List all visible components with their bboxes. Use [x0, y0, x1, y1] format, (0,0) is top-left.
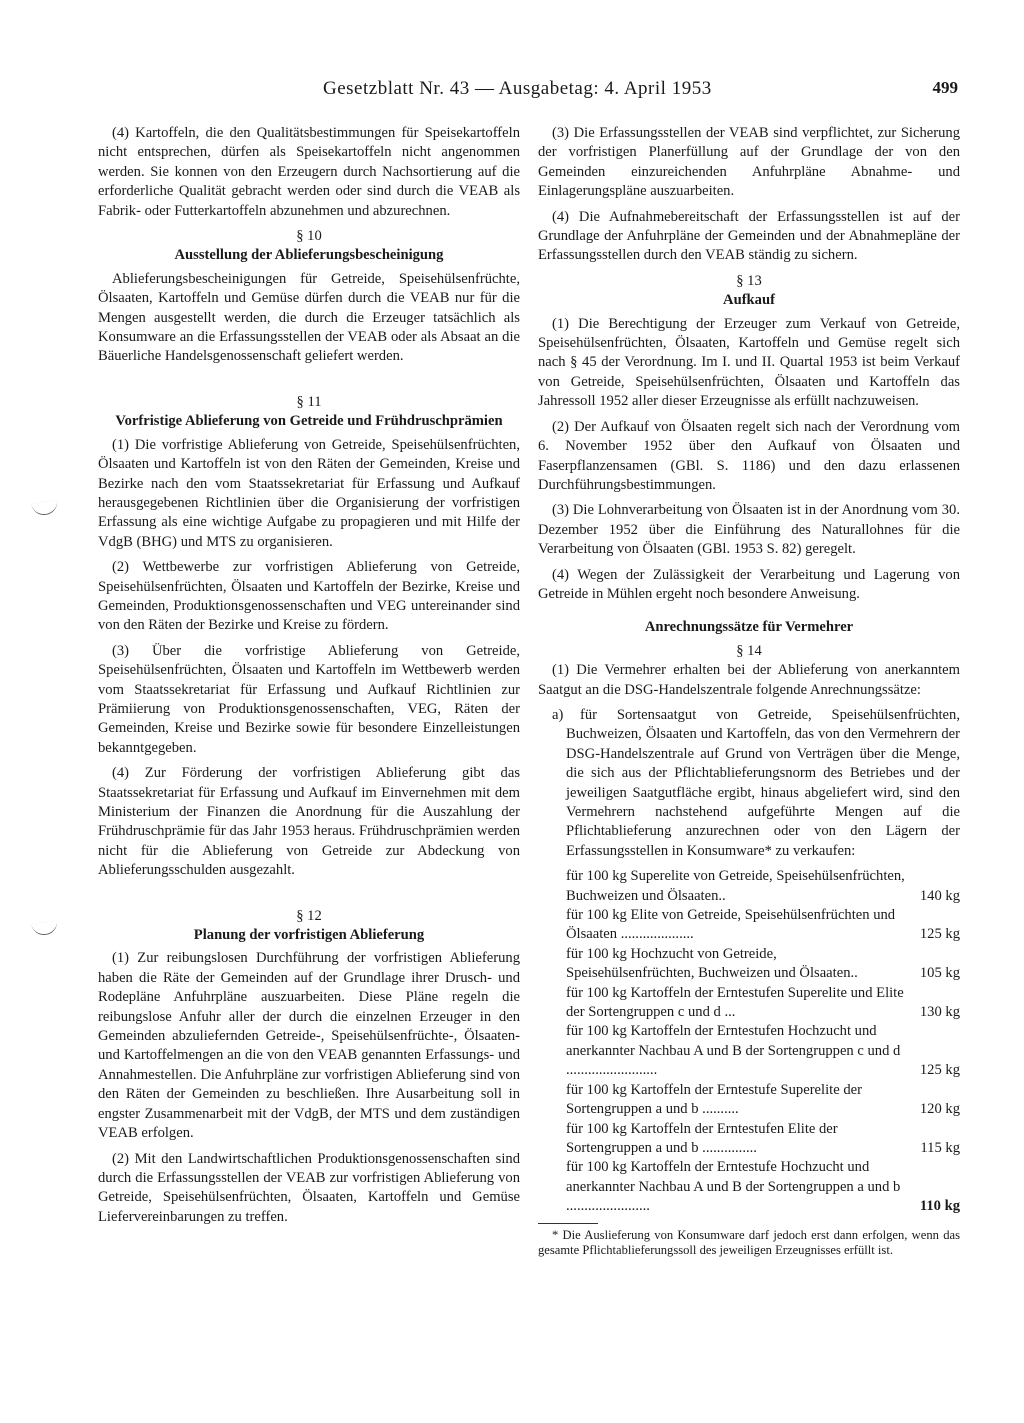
list-item-text: für Sortensaatgut von Getreide, Speisehülsenfrüchten, Buchweizen, Ölsaaten und Kartoffeln, das von den Vermehrern der DSG-Handelszentrale auf Grund von Verträgen über die Menge, die sich aus der Pflichtablieferungsnorm des Betriebes und der jeweiligen Saatgutfläche ergibt, hinaus abgeliefert wird, sind den Vermehrern nachstehend aufgeführte Mengen auf die Pflichtablieferung anzurechnen oder von den Lägern der Erfassungsstellen in Konsumware* zu verkaufen: — [566, 706, 960, 859]
paragraph: (2) Wettbewerbe zur vorfristigen Ablieferung von Getreide, Speisehülsenfrüchten, Ölsaaten und Kartoffeln der Bezirke, Kreise und Gemeinden, Produktionsgenossenschaften und VEG untereinander sind von den Räten der Bezirke und Kreise zu fördern. — [98, 559, 520, 634]
section-number: § 12 — [296, 907, 322, 924]
rate-text: für 100 kg Elite von Getreide, Speisehülsenfrüchten und Ölsaaten .................... — [566, 907, 896, 943]
rate-text: für 100 kg Kartoffeln der Erntestufen Superelite und Elite der Sortengruppen c und d ... — [566, 984, 904, 1021]
page-header — [0, 78, 1024, 108]
list-item-a — [538, 706, 960, 861]
section-heading: Vorfristige Ablieferung von Getreide und Frühdruschprämien — [115, 413, 503, 430]
rate-row — [566, 867, 960, 906]
paragraph: (3) Die Erfassungsstellen der VEAB sind verpflichtet, zur Sicherung der vorfristigen Planerfüllung auf der Grundlage der von den Gemeinden einzureichenden Anfuhrpläne Abnahme- und Einlagerungspläne auszuarbeiten. — [538, 125, 960, 200]
footnote-divider — [538, 1223, 598, 1224]
rates-list — [566, 867, 960, 1216]
paragraph: (4) Wegen der Zulässigkeit der Verarbeitung und Lagerung von Getreide in Mühlen ergeht noch besondere Anweisung. — [538, 566, 960, 602]
rate-value: 120 kg — [919, 1101, 960, 1118]
rate-text: für 100 kg Kartoffeln der Erntestufen Elite der Sortengruppen a und b ............... — [566, 1120, 838, 1156]
section-heading: Aufkauf — [723, 292, 775, 309]
section-heading: Ausstellung der Ablieferungsbescheinigung — [174, 247, 444, 264]
section-number: § 11 — [296, 393, 322, 410]
paragraph: Ablieferungsbescheinigungen für Getreide, Speisehülsenfrüchte, Ölsaaten, Kartoffeln und Gemüse dürfen durch die VEAB nur für die Mengen ausgestellt werden, die durch die Erzeuger tatsächlich als Konsumware an die Erfassungsstellen der VEAB oder als Absaat an die Bäuerliche Handelsgenossenschaft geliefert werden. — [98, 270, 520, 365]
paragraph: (4) Zur Förderung der vorfristigen Ablieferung gibt das Staatssekretariat für Erfassung und Aufkauf im Einvernehmen mit dem Ministerium der Finanzen die Anordnung für die Auszahlung der Frühdruschprämie für das Jahr 1953 heraus. Frühdruschprämien werden nicht für die Ablieferung von Getreide zur Abdeckung von Ablieferungsschulden ausgezahlt. — [98, 765, 520, 879]
section-number: § 10 — [296, 228, 322, 245]
rate-row — [566, 1158, 960, 1216]
rate-row — [566, 984, 960, 1023]
paragraph: (1) Zur reibungslosen Durchführung der vorfristigen Ablieferung haben die Räte der Gemeinden auf der Grundlage ihrer Drusch- und Rodepläne Anfuhrpläne auszuarbeiten. Diese Pläne regeln die reibungslose Anfuhr aller der durch die einzelnen Erzeuger in den Gemeinden abzuliefernden Getreide-, Speisehülsenfrüchte-, Ölsaaten- und Kartoffelmengen an die von den VEAB genannten Erfassungs- und Annahmestellen. Die Anfuhrpläne zur vorfristigen Ablieferung sind von den Räten der Gemeinden zu beschließen. Ihre Ausarbeitung soll in engster Zusammenarbeit mit der VdgB, der MTS und dem zuständigen VEAB erfolgen. — [98, 950, 520, 1142]
rate-row — [566, 1022, 960, 1080]
rate-value: 115 kg — [920, 1139, 960, 1156]
rate-value: 125 kg — [919, 1062, 960, 1079]
paragraph: (3) Die Lohnverarbeitung von Ölsaaten ist in der Anordnung vom 30. Dezember 1952 über die Einführung des Naturallohnes für die Verarbeitung von Ölsaaten (GBl. 1953 S. 82) geregelt. — [538, 502, 960, 558]
rate-value: 105 kg — [919, 965, 960, 982]
rate-text: für 100 kg Superelite von Getreide, Speisehülsenfrüchten, Buchweizen und Ölsaaten.. — [566, 868, 905, 904]
rate-text: für 100 kg Kartoffeln der Erntestufe Hochzucht und anerkannter Nachbau A und B der Sortengruppen a und b ....................... — [566, 1159, 901, 1215]
section-number: § 14 — [736, 642, 762, 659]
rate-value: 140 kg — [919, 887, 960, 904]
paragraph: (3) Über die vorfristige Ablieferung von Getreide, Speisehülsenfrüchten, Ölsaaten und Kartoffeln im Wettbewerb werden vom Staatssekretariat für Erfassung und Aufkauf Richtlinien zur Prämiierung von Produktionsgenossenschaften, VEG, Räten der Gemeinden, Kreise und Bezirke sowie für besondere Einzelleistungen bekanntgegeben. — [98, 642, 520, 756]
paragraph: (1) Die Vermehrer erhalten bei der Ablieferung von anerkanntem Saatgut an die DSG-Handelszentrale folgende Anrechnungssätze: — [538, 662, 960, 698]
section-number: § 13 — [736, 272, 762, 289]
margin-check-mark — [31, 500, 59, 516]
page-number: 499 — [932, 78, 958, 97]
rate-text: für 100 kg Kartoffeln der Erntestufen Hochzucht und anerkannter Nachbau A und B der Sortengruppen c und d ......................... — [566, 1023, 901, 1079]
list-item-label: a) — [552, 706, 564, 723]
rate-row — [566, 1081, 960, 1120]
left-column — [98, 124, 520, 1233]
section-heading: Anrechnungssätze für Vermehrer — [644, 619, 854, 636]
paragraph: (1) Die vorfristige Ablieferung von Getreide, Speisehülsenfrüchten, Ölsaaten und Kartoffeln ist von den Räten der Gemeinden, Kreise und Bezirke nach den vom Staatssekretariat für Erfassung und Aufkauf herausgegebenen Richtlinien über die Organisierung der vorfristigen Erfassung als eine wichtige Aufgabe zu propagieren und mit Hilfe der VdgB (BHG) und MTS zu organisieren. — [98, 436, 520, 550]
paragraph: (1) Die Berechtigung der Erzeuger zum Verkauf von Getreide, Speisehülsenfrüchten, Ölsaaten, Kartoffeln und Gemüse regelt sich nach § 45 der Verordnung. Im I. und II. Quartal 1953 ist beim Verkauf von Getreide, Speisehülsenfrüchten, Ölsaaten und Kartoffeln das Jahressoll 1952 aller dieser Erzeugnisse als erfüllt nachzuweisen. — [538, 315, 960, 410]
rate-row — [566, 906, 960, 945]
right-column — [538, 124, 960, 1264]
rate-row — [566, 945, 960, 984]
margin-check-mark — [31, 920, 59, 936]
rate-text: für 100 kg Kartoffeln der Erntestufe Superelite der Sortengruppen a und b .......... — [566, 1081, 862, 1118]
section-heading: Planung der vorfristigen Ablieferung — [193, 927, 425, 944]
paragraph: (4) Kartoffeln, die den Qualitätsbestimmungen für Speisekartoffeln nicht entsprechen, dürfen als Speisekartoffeln nicht angenommen werden. Sie konnen von den Erzeugern durch Nachsortierung auf die erforderliche Qualität gebracht werden oder sind durch die VEAB als Fabrik- oder Futterkartoffeln abzunehmen und abzurechnen. — [98, 125, 520, 219]
paragraph: (2) Der Aufkauf von Ölsaaten regelt sich nach der Verordnung vom 6. November 1952 über den Aufkauf von Ölsaaten und Faserpflanzensamen (GBl. S. 1186) und den dazu erlassenen Durchführungsbestimmungen. — [538, 418, 960, 493]
rate-row — [566, 1120, 960, 1159]
rate-value: 125 kg — [919, 926, 960, 943]
paragraph: (2) Mit den Landwirtschaftlichen Produktionsgenossenschaften sind durch die Erfassungsstellen der VEAB zur vorfristigen Ablieferung von Getreide, Speisehülsenfrüchten, Ölsaaten, Kartoffeln und Gemüse Liefervereinbarungen zu treffen. — [98, 1150, 520, 1225]
paragraph: (4) Die Aufnahmebereitschaft der Erfassungsstellen ist auf der Grundlage der Anfuhrpläne der Gemeinden und der Abnahmepläne der Erfassungsstellen durch den VEAB ständig zu sichern. — [538, 208, 960, 264]
rate-value: 130 kg — [919, 1004, 960, 1021]
gazette-title: Gesetzblatt Nr. 43 — Ausgabetag: 4. April 1953 — [323, 78, 712, 99]
footnote: * Die Auslieferung von Konsumware darf jedoch erst dann erfolgen, wenn das gesamte Pflichtablieferungssoll des jeweiligen Erzeugnisses erfüllt ist. — [538, 1227, 960, 1257]
rate-value: 110 kg — [919, 1198, 960, 1215]
rate-text: für 100 kg Hochzucht von Getreide, Speisehülsenfrüchten, Buchweizen und Ölsaaten.. — [566, 945, 858, 982]
